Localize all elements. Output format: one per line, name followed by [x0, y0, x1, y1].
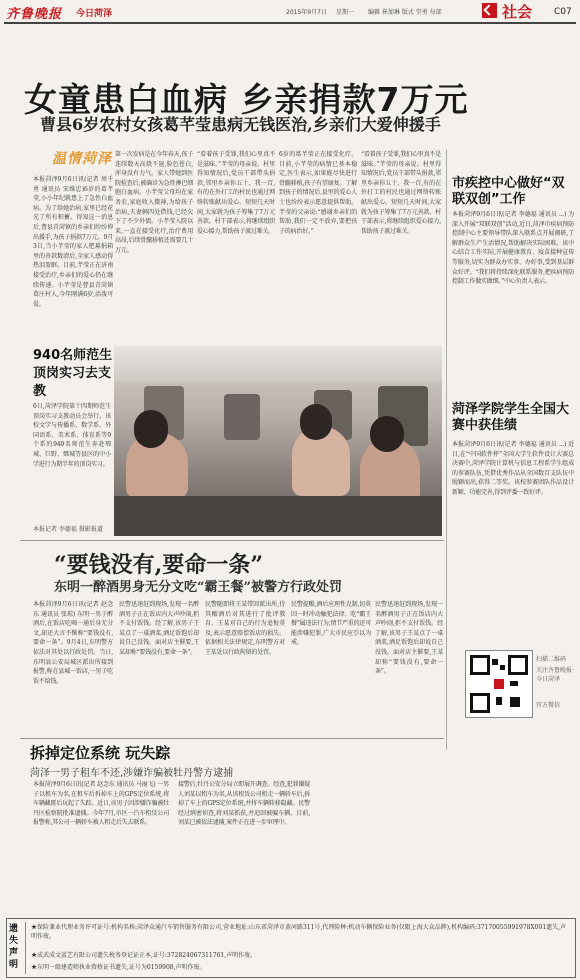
qr-caption-1: 扫描二维码 [536, 656, 567, 663]
news1-headline [33, 347, 113, 401]
lead-column-2: 第一次发病是在今年春天,孩子连续数天高烧不退,脸色苍白,浑身没有力气。家人带她到医院检查后,被确诊为急性淋巴细胞白血病。小芊莹父母均在家务农,家庭收入微薄,为给孩子治病,夫妻俩四处借钱,已经欠下了不少外债。小芊莹入院以来,一直在接受化疗,治疗费用高昂,后续骨髓移植还需要几十万元。 [115, 151, 193, 254]
bottom-headline: 拆掉定位系统 玩失踪 [30, 744, 171, 762]
right1-headline: 市疾控中心做好“双联双创”工作 [452, 176, 565, 207]
lead-column-4: 6岁的葛芊莹正在接受化疗。目前,小芊莹的病情已基本稳定,医生表示,如果能尽快进行骨髓移植,孩子有望康复。了解到孩子的情况后,县里的爱心人士也纷纷表示愿意提供帮助。芊莹的父亲说:“感谢乡亲们的帮助,我们一定不放弃,要把孩子的病治好。” [279, 151, 357, 235]
lead-subhead: 曹县6岁农村女孩葛芊莹患病无钱医治,乡亲们大爱伸援手 [40, 115, 441, 134]
section-icon [482, 3, 497, 18]
issue-date: 2015年9月7日 [286, 9, 327, 16]
bottom-subhead: 菏泽一男子租车不还,涉嫌诈骗被牡丹警方逮捕 [30, 768, 234, 779]
lead-kicker: 温情菏泽 [52, 151, 112, 167]
right2-body: 本报菏泽9月6日讯(记者 李德福 通讯员 ...) 近日,在“中国软件杯”全国大学生软件设计大赛总决赛中,菏泽学院计算机与信息工程系学生组成的参赛队伍,凭借优秀作品从全国数百支队伍中脱颖而出,获得二等奖。该校参赛团队作品设计新颖、功能完善,得到评委一致好评。 [452, 441, 574, 496]
right2-headline: 菏泽学院学生全国大赛中获佳绩 [452, 402, 570, 433]
notice-line-2: ★成武成文蛋艺有限公司遗失税务登记证正本,证号:372824067311761,声明作废。 [31, 952, 257, 959]
qr-caption-3: 官方微信 [536, 702, 561, 709]
news1-headline-text: 940名师范生顶岗实习去支教 [33, 348, 113, 399]
lead-column-5: “看着孩子受罪,我们心里真不是滋味。”芊莹的母亲说。村里得知情况后,党员干部带头捐款,邻里乡亲你五十、我一百,有的在外打工的村民也通过网络转账献出爱心。短短几天时间,大家就为孩子筹集了7万元善款。村干部表示,将继续组织爱心接力,帮助孩子渡过难关。 [361, 151, 441, 235]
page-number: C07 [554, 7, 572, 17]
lead-headline: 女童患白血病 乡亲捐款7万元 [24, 80, 469, 119]
masthead-rule [4, 22, 576, 24]
section-tag [482, 2, 550, 20]
mid-top-rule [20, 540, 444, 541]
bottom-column-1: 本报菏泽9月6日讯(记者 赵念东 通讯员 马丽飞) 一男子以租车为名,在租车后拆掉车上的GPS定位系统,将车辆藏匿后玩起了失踪。近日,该男子因涉嫌诈骗被牡丹区检察院批准逮捕。今年7月,市区一汽车租赁公司报警称,其公司一辆轿车被人租走后失去联系。 [33, 781, 169, 827]
mid-subhead: 东明一醉酒男身无分文吃“霸王餐”被警方行政处罚 [54, 580, 342, 595]
right1-body: 本报菏泽9月6日讯(记者 李德福 通讯员 ...) 为深入开展“双联双创”活动,近日,菏泽市疾病预防控制中心主要领导带队深入联系点开展调研,了解群众生产生活情况,帮助解决实际困难。该中心结合工作实际,开展健康教育、疫苗接种宣传等服务,切实为群众办实事、办好事,受到基层群众好评。“我们将持续深化联系服务,把疾病预防控制工作做实做细。”中心负责人表示。 [452, 211, 574, 286]
qr-code [465, 650, 533, 718]
bus-photo [114, 346, 442, 536]
notice-box [6, 918, 576, 978]
mid-column-1: 本报菏泽9月6日讯(记者 赵念东 通讯员 张琼) 东明一男子醉酒后,在饭店吃喝一通后身无分文,却还大言不惭称“要钱没有,要命一条”。9月4日,东明警方依法对其处以行政处罚。当日,东明县公安局城区派出所接到报警,称在县城一饭店,一男子吃饭不给钱。 [33, 601, 113, 685]
editor-credit: 编辑 崔加琳 版式 堂勇 每部 [368, 9, 442, 16]
news1-byline: 本报记者 李德福 摄影报道 [33, 526, 103, 533]
mid-headline: “要钱没有,要命一条” [54, 552, 263, 578]
right-column-rule [446, 150, 447, 750]
qr-caption-2: 关注齐鲁晚报·今日菏泽 [536, 667, 574, 683]
lead-column-1: 本报菏泽9月6日讯(记者 周千勇 通讯员 宋维忠)6岁的葛芊莹,小小年纪就患上了急性白血病。为了给她治病,家里已经花光了所有积蓄。得知这一消息后,曹县青菏镇的乡亲们纷纷伸出援手,为孩子捐款7万元。9月3日,当小芊莹的家人把募捐箱里的善款数清后,全家人感动得热泪盈眶。目前,芊莹正在济南接受治疗,乡亲们的爱心仍在继续传递。小芊莹是曹县青菏镇葛庄村人,今年刚满6岁,活泼可爱。 [33, 176, 113, 308]
bottom-column-2: 接警后,牡丹公安分局立即展开调查。经查,犯罪嫌疑人刘某以租车为名,从该租赁公司租走一辆轿车后,拆掉了车上的GPS定位系统,并将车辆转移隐藏。民警经过缜密侦查,将刘某抓获,并追回被骗车辆。目前,刘某已被依法逮捕,案件正在进一步审理中。 [178, 781, 310, 827]
mid-column-4: 民警提醒,酒后应理性克制,切莫因一时冲动触犯法律。吃“霸王餐”属违法行为,情节严重的还可能涉嫌犯罪,广大市民应引以为戒。 [291, 601, 371, 647]
newspaper-logo: 齐鲁晚报 [6, 7, 63, 22]
mid-column-2: 民警迅速赶到现场,发现一名醉酒男子正在饭店内大声吵闹,拒不支付饭钱。经了解,该男子王某点了一桌酒菜,酒足饭饱后却说自己没钱。面对店主催要,王某却称“要钱没有,要命一条”。 [119, 601, 199, 656]
issue-weekday: 星期一 [336, 9, 355, 16]
notice-label: 遗失声明 [9, 924, 19, 970]
mid-column-3: 民警随即将王某带回派出所,待其醒酒后对其进行了批评教育。王某对自己的行为追悔莫及,表示愿意赔偿饭店的损失。依据相关法律规定,东明警方对王某处以行政拘留的处罚。 [205, 601, 285, 656]
lead-column-3: “看着孩子受罪,我们心里真不是滋味。”芊莹的母亲说。村里得知情况后,党员干部带头捐款,邻里乡亲你五十、我一百,有的在外打工的村民也通过网络转账献出爱心。短短几天时间,大家就为孩子筹集了7万元善款。村干部表示,将继续组织爱心接力,帮助孩子渡过难关。 [197, 151, 275, 235]
notice-line-1: ★保险兼业代理业务许可证号:机构名称:菏泽众通汽车销售服务有限公司,营业地址:山东省菏泽市黄河路311号,代理险种:机动车辆保险业务(仅限上海大众品牌),机构编码:37170055991978X001遗失,声明作废。 [31, 924, 567, 940]
edition-label: 今日菏泽 [76, 9, 113, 19]
bottom-top-rule [20, 738, 444, 739]
section-title: 社会 [502, 3, 533, 21]
news1-body: 6日,菏泽学院第十四期师范生顶岗实习支教动员会举行。该校文学与传播系、数学系、外国语系、美术系、体育系等9个系的940名师范生奔赴郓城、巨野、鄄城等县区的中小学进行为期半年的顶岗实习。 [33, 403, 111, 468]
mid-column-5: 民警迅速赶到现场,发现一名醉酒男子正在饭店内大声吵闹,拒不支付饭钱。经了解,该男子王某点了一桌酒菜,酒足饭饱后却说自己没钱。面对店主催要,王某却称“要钱没有,要命一条”。 [375, 601, 443, 676]
notice-line-3: ★东明一级建造师执业资格证书遗失,证号为0159908,声明作废。 [31, 964, 206, 971]
